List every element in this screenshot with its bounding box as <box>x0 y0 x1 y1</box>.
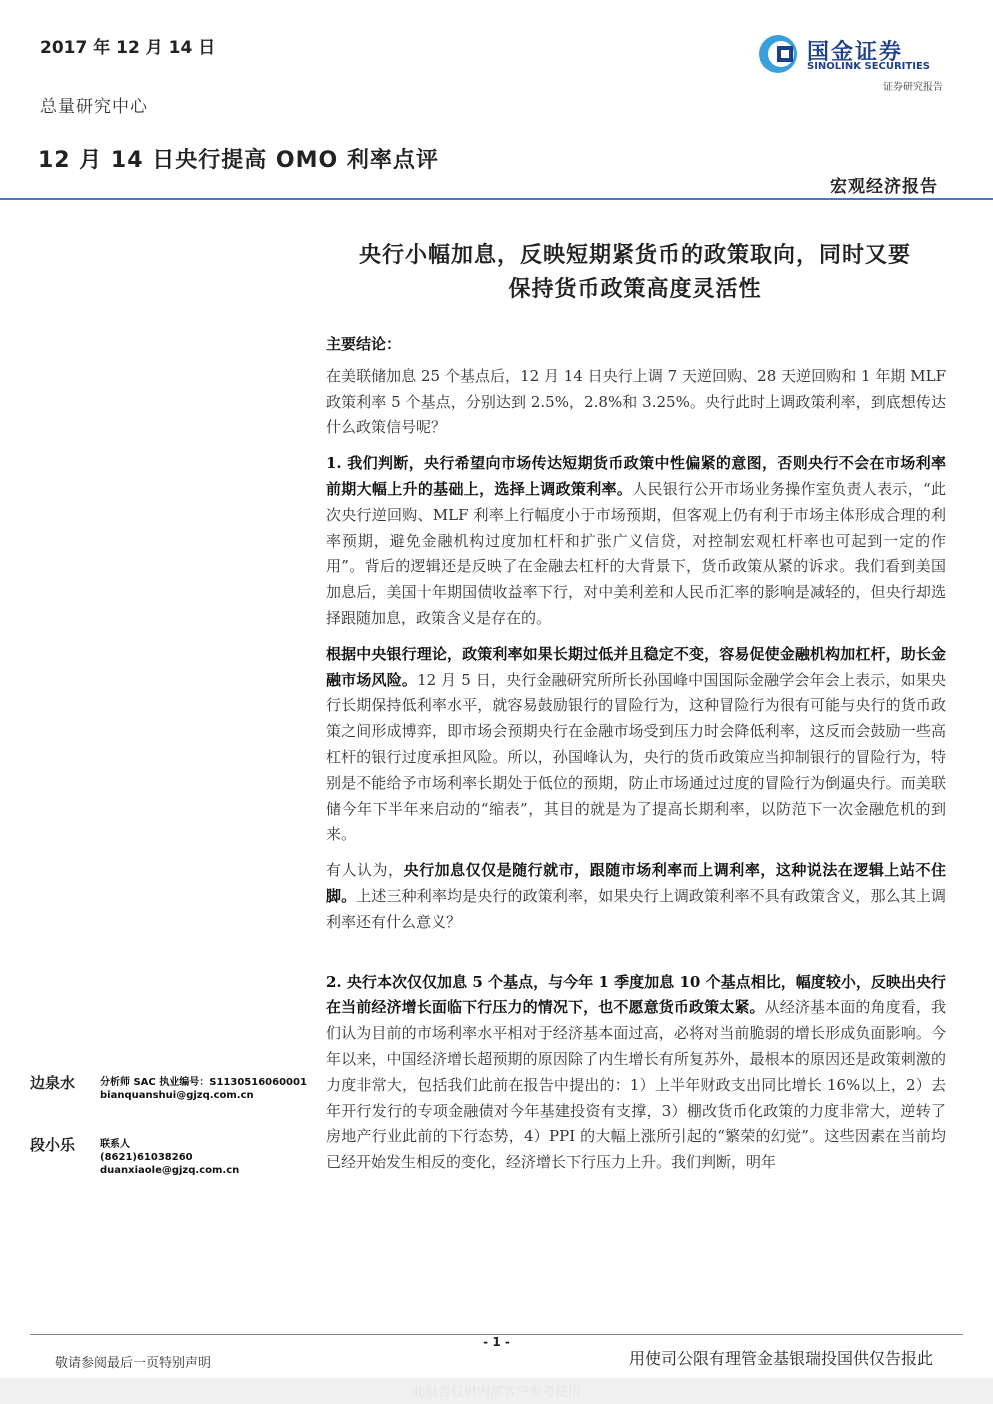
paragraph-3-bold1: 央行加息仅仅是随行就市，跟随市场利率而上调利率， <box>403 861 776 880</box>
footer-disclaimer: 敬请参阅最后一页特别声明 <box>55 1356 212 1371</box>
analyst-email[interactable]: duanxiaole@gjzq.com.cn <box>100 1165 240 1176</box>
report-title: 12 月 14 日央行提高 OMO 利率点评 <box>38 148 439 173</box>
analyst-name: 段小乐 <box>30 1136 76 1154</box>
footer-right-text: 用使司公限有理管金基银瑞投国供仅告报此 <box>628 1349 933 1368</box>
report-date: 2017 年 12 月 14 日 <box>40 38 216 58</box>
main-heading-line2: 保持货币政策高度灵活性 <box>508 276 762 302</box>
analyst-info <box>100 1138 239 1177</box>
analyst-phone: (8621)61038260 <box>100 1152 193 1163</box>
paragraph-3-bold2: 这种说法在逻辑上站不住脚。 <box>326 861 946 905</box>
paragraph-3 <box>326 858 946 935</box>
summary-label: 主要结论： <box>326 335 402 353</box>
paragraph-1-text: 人民银行公开市场业务操作室负责人表示，“此次央行逆回购、MLF 利率上行幅度小于市场预期，但客观上仍有利于市场主体形成合理的利率预期，避免金融机构过度加杠杆和扩张广义信贷，对控制宏观杠杆率也可起到一定的作用”。背后的逻辑还是反映了在金融去杠杆的大背景下，货币政策从紧的诉求。我们看到美国加息后，美国十年期国债收益率下行，对中美利差和人民币汇率的影响是减轻的，但央行却选择跟随加息，政策含义是存在的。 <box>326 479 946 627</box>
paragraph-1 <box>326 451 946 632</box>
sinolink-logo-icon <box>757 33 799 75</box>
analyst-email[interactable]: bianquanshui@gjzq.com.cn <box>100 1090 254 1101</box>
paragraph-4-text: 从经济基本面的角度看，我们认为目前的市场利率水平相对于经济基本面过高，必将对当前脆弱的增长形成负面影响。今年以来，中国经济增长超预期的原因除了内生增长有所复苏外，最根本的原因还是政策刺激的力度非常大，包括我们此前在报告中提出的：1）上半年财政支出同比增长 16%以上，2）去年开行发行的专项金融债对今年基建投资有支撑，3）棚改货币化政策的力度非常大，逆转了房地产行业此前的下行态势，4）PPI 的大幅上涨所引起的“繁荣的幻觉”。这些因素在当前均已经开始发生相反的变化，经济增长下行压力上升。我们判断，明年 <box>326 998 946 1172</box>
paragraph-2 <box>326 642 946 848</box>
logo-chinese-name: 国金证券 <box>807 40 904 65</box>
analyst-info <box>100 1076 307 1102</box>
logo-english-name: SINOLINK SECURITIES <box>807 61 930 72</box>
analyst-entry <box>30 1072 320 1122</box>
analyst-entry <box>30 1134 320 1184</box>
intro-paragraph: 在美联储加息 25 个基点后，12 月 14 日央行上调 7 天逆回购、28 天逆回购和 1 年期 MLF 政策利率 5 个基点，分别达到 2.5%，2.8%和 3.25%。央行此时上调政策利率，到底想传达什么政策信号呢？ <box>326 366 946 437</box>
analyst-role: 联系人 <box>100 1139 130 1150</box>
page-number: - 1 - <box>483 1335 510 1349</box>
analyst-name: 边泉水 <box>30 1074 76 1092</box>
department-label: 总量研究中心 <box>40 97 148 117</box>
paragraph-2-bold: 根据中央银行理论，政策利率如果长期过低并且稳定不变，容易促使金融机构加杠杆，助长金融市场风险。 <box>326 644 946 689</box>
main-heading <box>325 238 945 306</box>
paragraph-4 <box>326 970 946 1176</box>
paragraph-3-pre: 有人认为， <box>326 861 404 880</box>
paragraph-3-text: 上述三种利率均是央行的政策利率，如果央行上调政策利率不具有政策含义，那么其上调利率还有什么意义？ <box>326 886 946 931</box>
paragraph-2-text: 12 月 5 日，央行金融研究所所长孙国峰中国国际金融学会年会上表示，如果央行长期保持低利率水平，就容易鼓励银行的冒险行为，这种冒险行为很有可能与央行的货币政策之间形成博弈，即市场会预期央行在金融市场受到压力时会降低利率，这反而会鼓励一些高杠杆的银行过度承担风险。所以，孙国峰认为，央行的货币政策应当抑制银行的冒险行为，特别是不能给予市场利率长期处于低位的预期，防止市场通过过度的冒险行为倒逼央行。而美联储今年下半年来启动的“缩表”，其目的就是为了提高长期利率，以防范下一次金融危机的到来。 <box>326 670 946 844</box>
analyst-list <box>30 1072 320 1196</box>
report-type-label: 宏观经济报告 <box>830 177 938 197</box>
paragraph-4-bold: 2. 央行本次仅仅加息 5 个基点，与今年 1 季度加息 10 个基点相比，幅度较小，反映出央行在当前经济增长面临下行压力的情况下，也不愿意货币政策太紧。 <box>326 972 946 1017</box>
analyst-license: 分析师 SAC 执业编号：S1130516060001 <box>100 1077 307 1088</box>
logo-subtitle: 证券研究报告 <box>883 82 943 93</box>
paragraph-1-bold: 1. 我们判断，央行希望向市场传达短期货币政策中性偏紧的意图，否则央行不会在市场利率前期大幅上升的基础上，选择上调政策利率。 <box>326 454 946 498</box>
main-heading-line1: 央行小幅加息，反映短期紧货币的政策取向，同时又要 <box>358 242 911 268</box>
watermark-text: 此报告仅供内部客户参考使用 <box>411 1385 581 1400</box>
header-divider <box>0 198 993 200</box>
report-body <box>326 332 946 1186</box>
